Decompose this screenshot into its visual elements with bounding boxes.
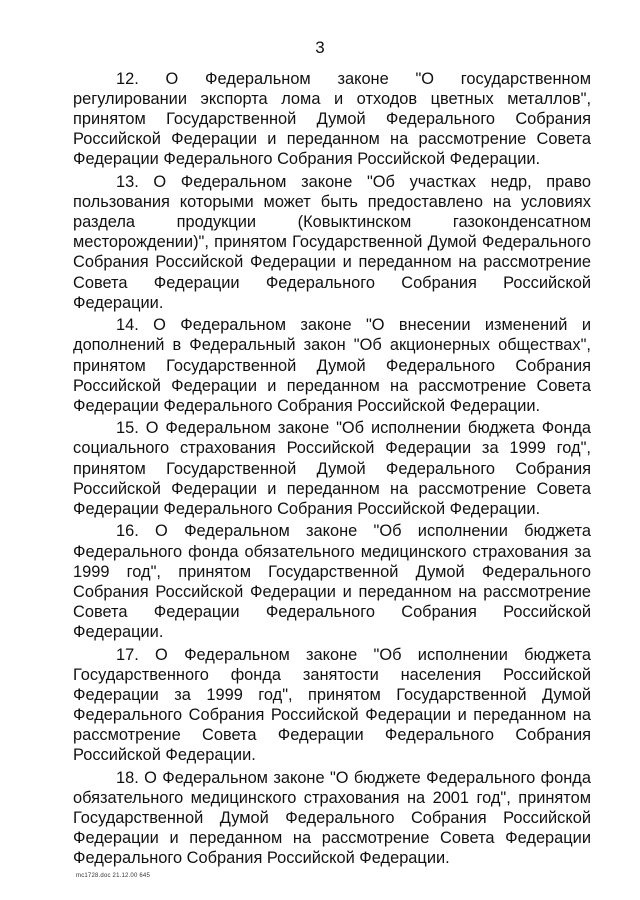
agenda-item-17: 17. О Федеральном законе "Об исполнении бюджета Государственного фонда занятости населения Российской Федерации за 1999 год", принятом Государственной Думой Федерального Собрания Российской Федерации и переданном на рассмотрение Совета Федерации Федерального Собрания Российской Федерации. bbox=[73, 645, 591, 765]
agenda-list bbox=[73, 69, 591, 871]
agenda-item-18: 18. О Федеральном законе "О бюджете Федерального фонда обязательного медицинского страхования на 2001 год", принятом Государственной Думой Федерального Собрания Российской Федерации и переданном на рассмотрение Совета Федерации Федерального Собрания Российской Федерации. bbox=[73, 768, 591, 868]
agenda-item-13: 13. О Федеральном законе "Об участках недр, право пользования которыми может быть предоставлено на условиях раздела продукции (Ковыктинском газоконденсатном месторождении)", принятом Государственной Думой Федерального Собрания Российской Федерации и переданном на рассмотрение Совета Федерации Федерального Собрания Российской Федерации. bbox=[73, 173, 591, 312]
agenda-item-14: 14. О Федеральном законе "О внесении изменений и дополнений в Федеральный закон "Об акционерных обществах", принятом Государственной Думой Федерального Собрания Российской Федерации и переданном на рассмотрение Совета Федерации Федерального Собрания Российской Федерации. bbox=[73, 316, 591, 415]
agenda-item-16: 16. О Федеральном законе "Об исполнении бюджета Федерального фонда обязательного медицинского страхования за 1999 год", принятом Государственной Думой Федерального Собрания Российской Федерации и переданном на рассмотрение Совета Федерации Федерального Собрания Российской Федерации. bbox=[73, 522, 591, 641]
agenda-item-15: 15. О Федеральном законе "Об исполнении бюджета Фонда социального страхования Российской Федерации за 1999 год", принятом Государственной Думой Федерального Собрания Российской Федерации и переданном на рассмотрение Совета Федерации Федерального Собрания Российской Федерации. bbox=[73, 419, 591, 518]
page-number: 3 bbox=[315, 38, 325, 57]
file-footer: mc1728.doc 21.12.00 645 bbox=[76, 873, 150, 879]
agenda-item-12: 12. О Федеральном законе "О государственном регулировании экспорта лома и отходов цветных металлов", принятом Государственной Думой Федерального Собрания Российской Федерации и переданном на рассмотрение Совета Федерации Федерального Собрания Российской Федерации. bbox=[73, 70, 591, 169]
